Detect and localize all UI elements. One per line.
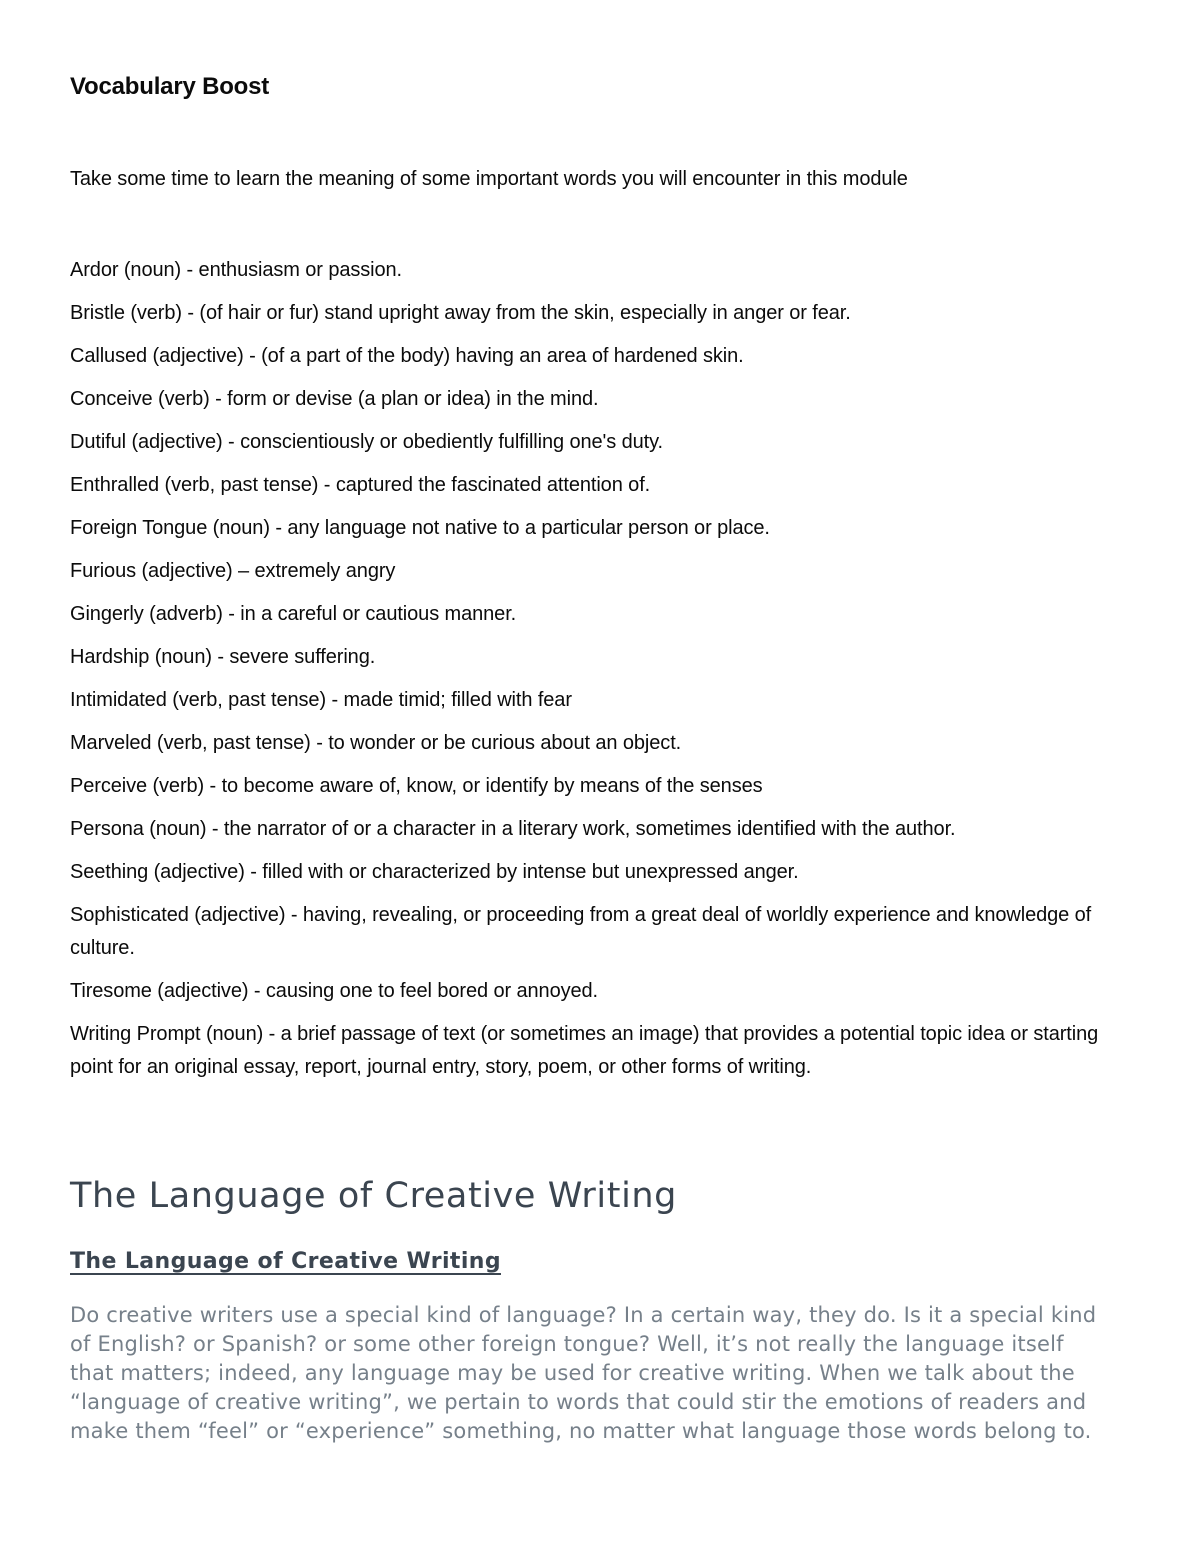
vocab-entry: Persona (noun) - the narrator of or a character in a literary work, sometimes identified with the author.	[70, 818, 956, 840]
vocab-entry: Tiresome (adjective) - causing one to feel bored or annoyed.	[70, 980, 598, 1002]
vocab-entry: Callused (adjective) - (of a part of the body) having an area of hardened skin.	[70, 345, 744, 367]
vocab-entry: Bristle (verb) - (of hair or fur) stand upright away from the skin, especially in anger or fear.	[70, 302, 851, 324]
vocab-entry: Hardship (noun) - severe suffering.	[70, 646, 376, 668]
lesson-subheading: The Language of Creative Writing	[70, 1249, 501, 1274]
vocab-entry: Gingerly (adverb) - in a careful or cautious manner.	[70, 603, 517, 625]
vocab-section-title: Vocabulary Boost	[70, 73, 270, 100]
vocab-entry: Sophisticated (adjective) - having, revealing, or proceeding from a great deal of worldly experience and knowledge of culture.	[70, 904, 1092, 959]
vocab-entry: Foreign Tongue (noun) - any language not native to a particular person or place.	[70, 517, 770, 539]
vocab-entry: Dutiful (adjective) - conscientiously or obediently fulfilling one's duty.	[70, 431, 664, 453]
lesson-page-title: The Language of Creative Writing	[70, 1176, 677, 1216]
lesson-paragraph: Do creative writers use a special kind of language? In a certain way, they do. Is it a special kind of English? or Spanish? or some other foreign tongue? Well, it’s not really the language itself that matters; indeed, any language may be used for creative writing. When we talk about the “language of creative writing”, we pertain to words that could stir the emotions of readers and make them “feel” or “experience” something, no matter what language those words belong to.	[70, 1303, 1097, 1443]
vocab-entry: Ardor (noun) - enthusiasm or passion.	[70, 259, 403, 281]
vocab-entry: Perceive (verb) - to become aware of, know, or identify by means of the senses	[70, 775, 763, 797]
vocab-entry: Enthralled (verb, past tense) - captured the fascinated attention of.	[70, 474, 651, 496]
vocab-entry: Writing Prompt (noun) - a brief passage of text (or sometimes an image) that provides a potential topic idea or starting point for an original essay, report, journal entry, story, poem, or other forms of writing.	[70, 1023, 1099, 1078]
vocab-list	[70, 254, 1110, 1084]
vocab-intro-text: Take some time to learn the meaning of some important words you will encounter in this module	[70, 168, 908, 190]
vocab-entry: Seething (adjective) - filled with or characterized by intense but unexpressed anger.	[70, 861, 799, 883]
vocab-entry: Conceive (verb) - form or devise (a plan or idea) in the mind.	[70, 388, 599, 410]
vocab-entry: Furious (adjective) – extremely angry	[70, 560, 396, 582]
vocab-entry: Intimidated (verb, past tense) - made timid; filled with fear	[70, 689, 572, 711]
vocab-entry: Marveled (verb, past tense) - to wonder or be curious about an object.	[70, 732, 682, 754]
